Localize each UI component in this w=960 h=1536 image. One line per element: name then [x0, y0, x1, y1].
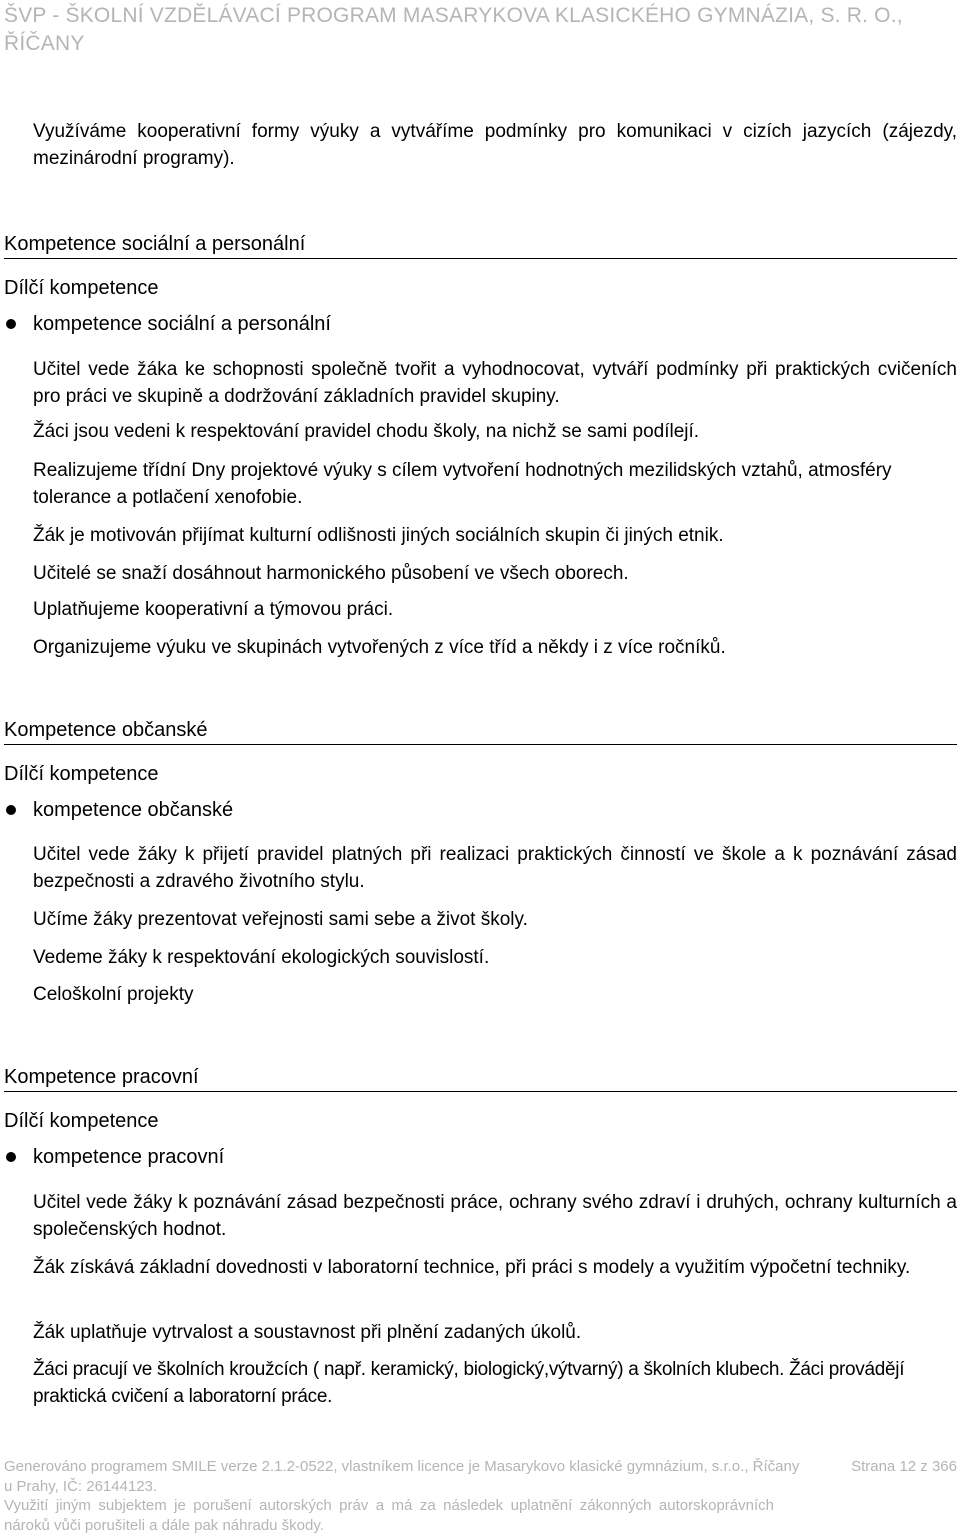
- paragraph: Vedeme žáky k respektování ekologických souvislostí.: [33, 947, 490, 968]
- section-title-civic: Kompetence občanské: [4, 719, 208, 741]
- footer-generated-note: Generováno programem SMILE verze 2.1.2-0522, vlastníkem licence je Masarykovo klasické gymnázium, s.r.o., Říčany u Prahy, IČ: 26144123.: [4, 1458, 800, 1495]
- paragraph: Žák uplatňuje vytrvalost a soustavnost při plnění zadaných úkolů.: [33, 1322, 582, 1343]
- intro-paragraph: Využíváme kooperativní formy výuky a vytváříme podmínky pro komunikaci v cizích jazycích (zájezdy, mezinárodní programy).: [33, 121, 957, 169]
- sub-heading: Dílčí kompetence: [4, 277, 159, 299]
- sub-heading: Dílčí kompetence: [4, 1110, 159, 1132]
- footer-copyright: Využití jiným subjektem je porušení autorských práv a má za následek uplatnění zákonných autorskoprávních nároků vůči porušiteli a dále pak náhradu škody.: [4, 1497, 774, 1534]
- paragraph: Učitelé se snaží dosáhnout harmonického působení ve všech oborech.: [33, 563, 629, 584]
- paragraph: Žáci pracují ve školních kroužcích ( např. keramický, biologický,výtvarný) a školních klubech. Žáci provádějí praktická cvičení a laboratorní práce.: [33, 1359, 905, 1407]
- bullet-icon: [6, 1152, 16, 1162]
- paragraph: Uplatňujeme kooperativní a týmovou práci.: [33, 599, 394, 620]
- paragraph: Žák získává základní dovednosti v laboratorní technice, při práci s modely a využitím výpočetní techniky.: [33, 1257, 911, 1278]
- bullet-text: kompetence sociální a personální: [33, 313, 331, 335]
- bullet-icon: [6, 319, 16, 329]
- bullet-icon: [6, 805, 16, 815]
- paragraph: Učitel vede žáky k přijetí pravidel platných při realizaci praktických činností ve škole a k poznávání zásad bezpečnosti a zdravého životního stylu.: [33, 844, 957, 892]
- section-title-work: Kompetence pracovní: [4, 1066, 199, 1088]
- paragraph: Organizujeme výuku ve skupinách vytvořených z více tříd a někdy i z více ročníků.: [33, 637, 726, 658]
- section-divider: [4, 258, 957, 259]
- paragraph: Učitel vede žáka ke schopnosti společně tvořit a vyhodnocovat, vytváří podmínky při praktických cvičeních pro práci ve skupině a dodržování základních pravidel skupiny.: [33, 359, 957, 407]
- paragraph: Celoškolní projekty: [33, 984, 194, 1005]
- paragraph: Žák je motivován přijímat kulturní odlišnosti jiných sociálních skupin či jiných etnik.: [33, 525, 724, 546]
- section-divider: [4, 1091, 957, 1092]
- section-title-social-personal: Kompetence sociální a personální: [4, 233, 306, 255]
- document-header-title: ŠVP - ŠKOLNÍ VZDĚLÁVACÍ PROGRAM MASARYKOVA KLASICKÉHO GYMNÁZIA, S. R. O., ŘÍČANY: [4, 4, 903, 55]
- bullet-text: kompetence občanské: [33, 799, 234, 821]
- section-divider: [4, 744, 957, 745]
- paragraph: Učíme žáky prezentovat veřejnosti sami sebe a život školy.: [33, 909, 528, 930]
- paragraph: Realizujeme třídní Dny projektové výuky s cílem vytvoření hodnotných mezilidských vztahů, atmosféry tolerance a potlačení xenofobie.: [33, 460, 892, 508]
- paragraph: Učitel vede žáky k poznávání zásad bezpečnosti práce, ochrany svého zdraví i druhých, ochrany kulturních a společenských hodnot.: [33, 1192, 957, 1240]
- sub-heading: Dílčí kompetence: [4, 763, 159, 785]
- bullet-text: kompetence pracovní: [33, 1146, 225, 1168]
- page-number: Strana 12 z 366: [851, 1458, 957, 1475]
- paragraph: Žáci jsou vedeni k respektování pravidel chodu školy, na nichž se sami podílejí.: [33, 421, 700, 442]
